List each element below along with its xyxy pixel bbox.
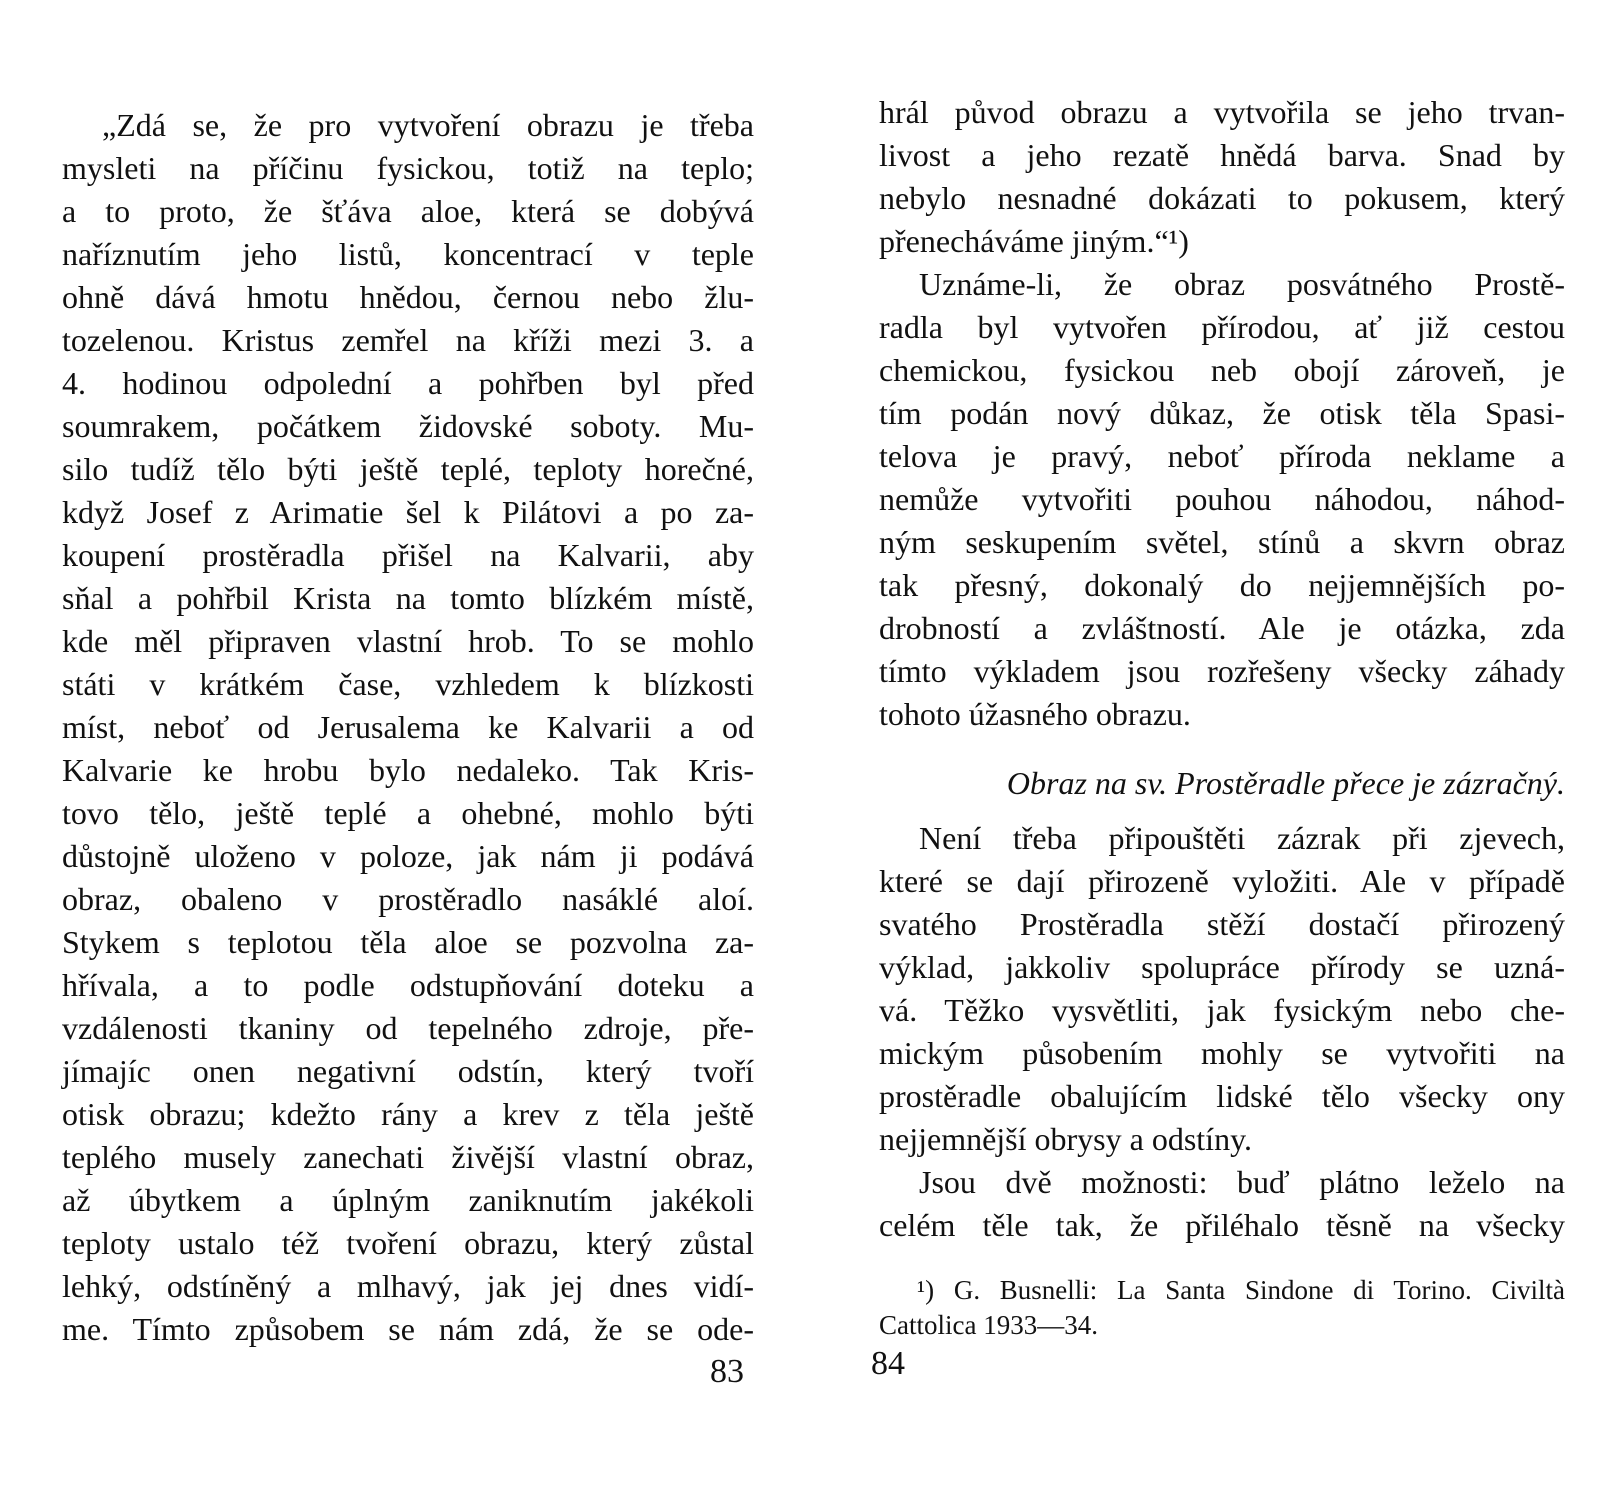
text-line: livost a jeho rezatě hnědá barva. Snad by: [879, 137, 1565, 173]
text-line: Není třeba připouštěti zázrak při zjevech,: [919, 820, 1565, 856]
text-line: Stykem s teplotou těla aloe se pozvolna za-: [62, 924, 754, 960]
text-line: drobností a zvláštností. Ale je otázka, zda: [879, 610, 1565, 646]
text-line: které se dají přirozeně vyložiti. Ale v případě: [879, 863, 1565, 899]
text-line: tímto výkladem jsou rozřešeny všecky záhady: [879, 653, 1565, 689]
text-line: 4. hodinou odpolední a pohřben byl před: [62, 365, 754, 401]
text-line: až úbytkem a úplným zaniknutím jakékoli: [62, 1182, 754, 1218]
text-line: lehký, odstíněný a mlhavý, jak jej dnes vidí-: [62, 1268, 754, 1304]
text-line: výklad, jakkoliv spolupráce přírody se uzná-: [879, 949, 1565, 985]
text-line: tovo tělo, ještě teplé a ohebné, mohlo býti: [62, 795, 754, 831]
text-line: „Zdá se, že pro vytvoření obrazu je třeba: [102, 107, 754, 143]
text-line: tozelenou. Kristus zemřel na kříži mezi 3. a: [62, 322, 754, 358]
page-number-left: 83: [710, 1353, 744, 1390]
text-line: ohně dává hmotu hnědou, černou nebo žlu-: [62, 279, 754, 315]
section-heading: Obraz na sv. Prostěradle přece je zázračný.: [1006, 765, 1565, 801]
text-line: celém těle tak, že přiléhalo těsně na všecky: [879, 1207, 1565, 1243]
text-line: sňal a pohřbil Krista na tomto blízkém místě,: [62, 580, 754, 616]
footnote-line: Cattolica 1933—34.: [879, 1310, 1098, 1340]
text-line: tohoto úžasného obrazu.: [879, 696, 1191, 732]
page-number-right: 84: [871, 1345, 905, 1382]
text-line: Kalvarie ke hrobu bylo nedaleko. Tak Kris-: [62, 752, 754, 788]
text-line: Uznáme-li, že obraz posvátného Prostě-: [919, 266, 1565, 302]
right-page: [809, 0, 1618, 1500]
text-line: tak přesný, dokonalý do nejjemnějších po-: [879, 567, 1565, 603]
text-line: mickým působením mohly se vytvořiti na: [879, 1035, 1565, 1071]
text-line: obraz, obaleno v prostěradlo nasáklé aloí.: [62, 881, 754, 917]
text-line: svatého Prostěradla stěží dostačí přirozený: [879, 906, 1565, 942]
text-line: soumrakem, počátkem židovské soboty. Mu-: [62, 408, 754, 444]
text-line: tím podán nový důkaz, že otisk těla Spasi-: [879, 395, 1565, 431]
text-line: důstojně uloženo v poloze, jak nám ji podává: [62, 838, 754, 874]
text-line: radla byl vytvořen přírodou, ať již cestou: [879, 309, 1565, 345]
text-line: jímajíc onen negativní odstín, který tvoří: [62, 1053, 754, 1089]
text-line: státi v krátkém čase, vzhledem k blízkosti: [62, 666, 754, 702]
text-line: naříznutím jeho listů, koncentrací v teple: [62, 236, 754, 272]
text-line: Jsou dvě možnosti: buď plátno leželo na: [919, 1164, 1565, 1200]
text-line: když Josef z Arimatie šel k Pilátovi a po za-: [62, 494, 754, 530]
text-line: teploty ustalo též tvoření obrazu, který zůstal: [62, 1225, 754, 1261]
text-line: mysleti na příčinu fysickou, totiž na teplo;: [62, 150, 754, 186]
text-line: otisk obrazu; kdežto rány a krev z těla ještě: [62, 1096, 754, 1132]
text-line: hřívala, a to podle odstupňování doteku a: [62, 967, 754, 1003]
text-line: koupení prostěradla přišel na Kalvarii, aby: [62, 537, 754, 573]
text-line: nebylo nesnadné dokázati to pokusem, který: [879, 180, 1565, 216]
text-line: telova je pravý, neboť příroda neklame a: [879, 438, 1565, 474]
text-line: teplého musely zanechati živější vlastní obraz,: [62, 1139, 754, 1175]
text-line: vá. Těžko vysvětliti, jak fysickým nebo che-: [879, 992, 1565, 1028]
text-line: hrál původ obrazu a vytvořila se jeho trvan-: [879, 94, 1565, 130]
text-line: silo tudíž tělo býti ještě teplé, teploty horečné,: [62, 451, 754, 487]
text-line: nemůže vytvořiti pouhou náhodou, náhod-: [879, 481, 1565, 517]
text-line: chemickou, fysickou neb obojí zároveň, je: [879, 352, 1565, 388]
text-line: a to proto, že šťáva aloe, která se dobývá: [62, 193, 754, 229]
text-line: míst, neboť od Jerusalema ke Kalvarii a od: [62, 709, 754, 745]
text-line: přenecháváme jiným.“¹): [879, 223, 1189, 259]
text-line: vzdálenosti tkaniny od tepelného zdroje, pře-: [62, 1010, 754, 1046]
text-line: me. Tímto způsobem se nám zdá, že se ode-: [62, 1311, 754, 1347]
text-line: ným seskupením světel, stínů a skvrn obraz: [879, 524, 1565, 560]
text-line: kde měl připraven vlastní hrob. To se mohlo: [62, 623, 754, 659]
text-line: nejjemnější obrysy a odstíny.: [879, 1121, 1252, 1157]
footnote-line: ¹) G. Busnelli: La Santa Sindone di Torino. Civiltà: [917, 1275, 1565, 1305]
text-line: prostěradle obalujícím lidské tělo všecky ony: [879, 1078, 1565, 1114]
